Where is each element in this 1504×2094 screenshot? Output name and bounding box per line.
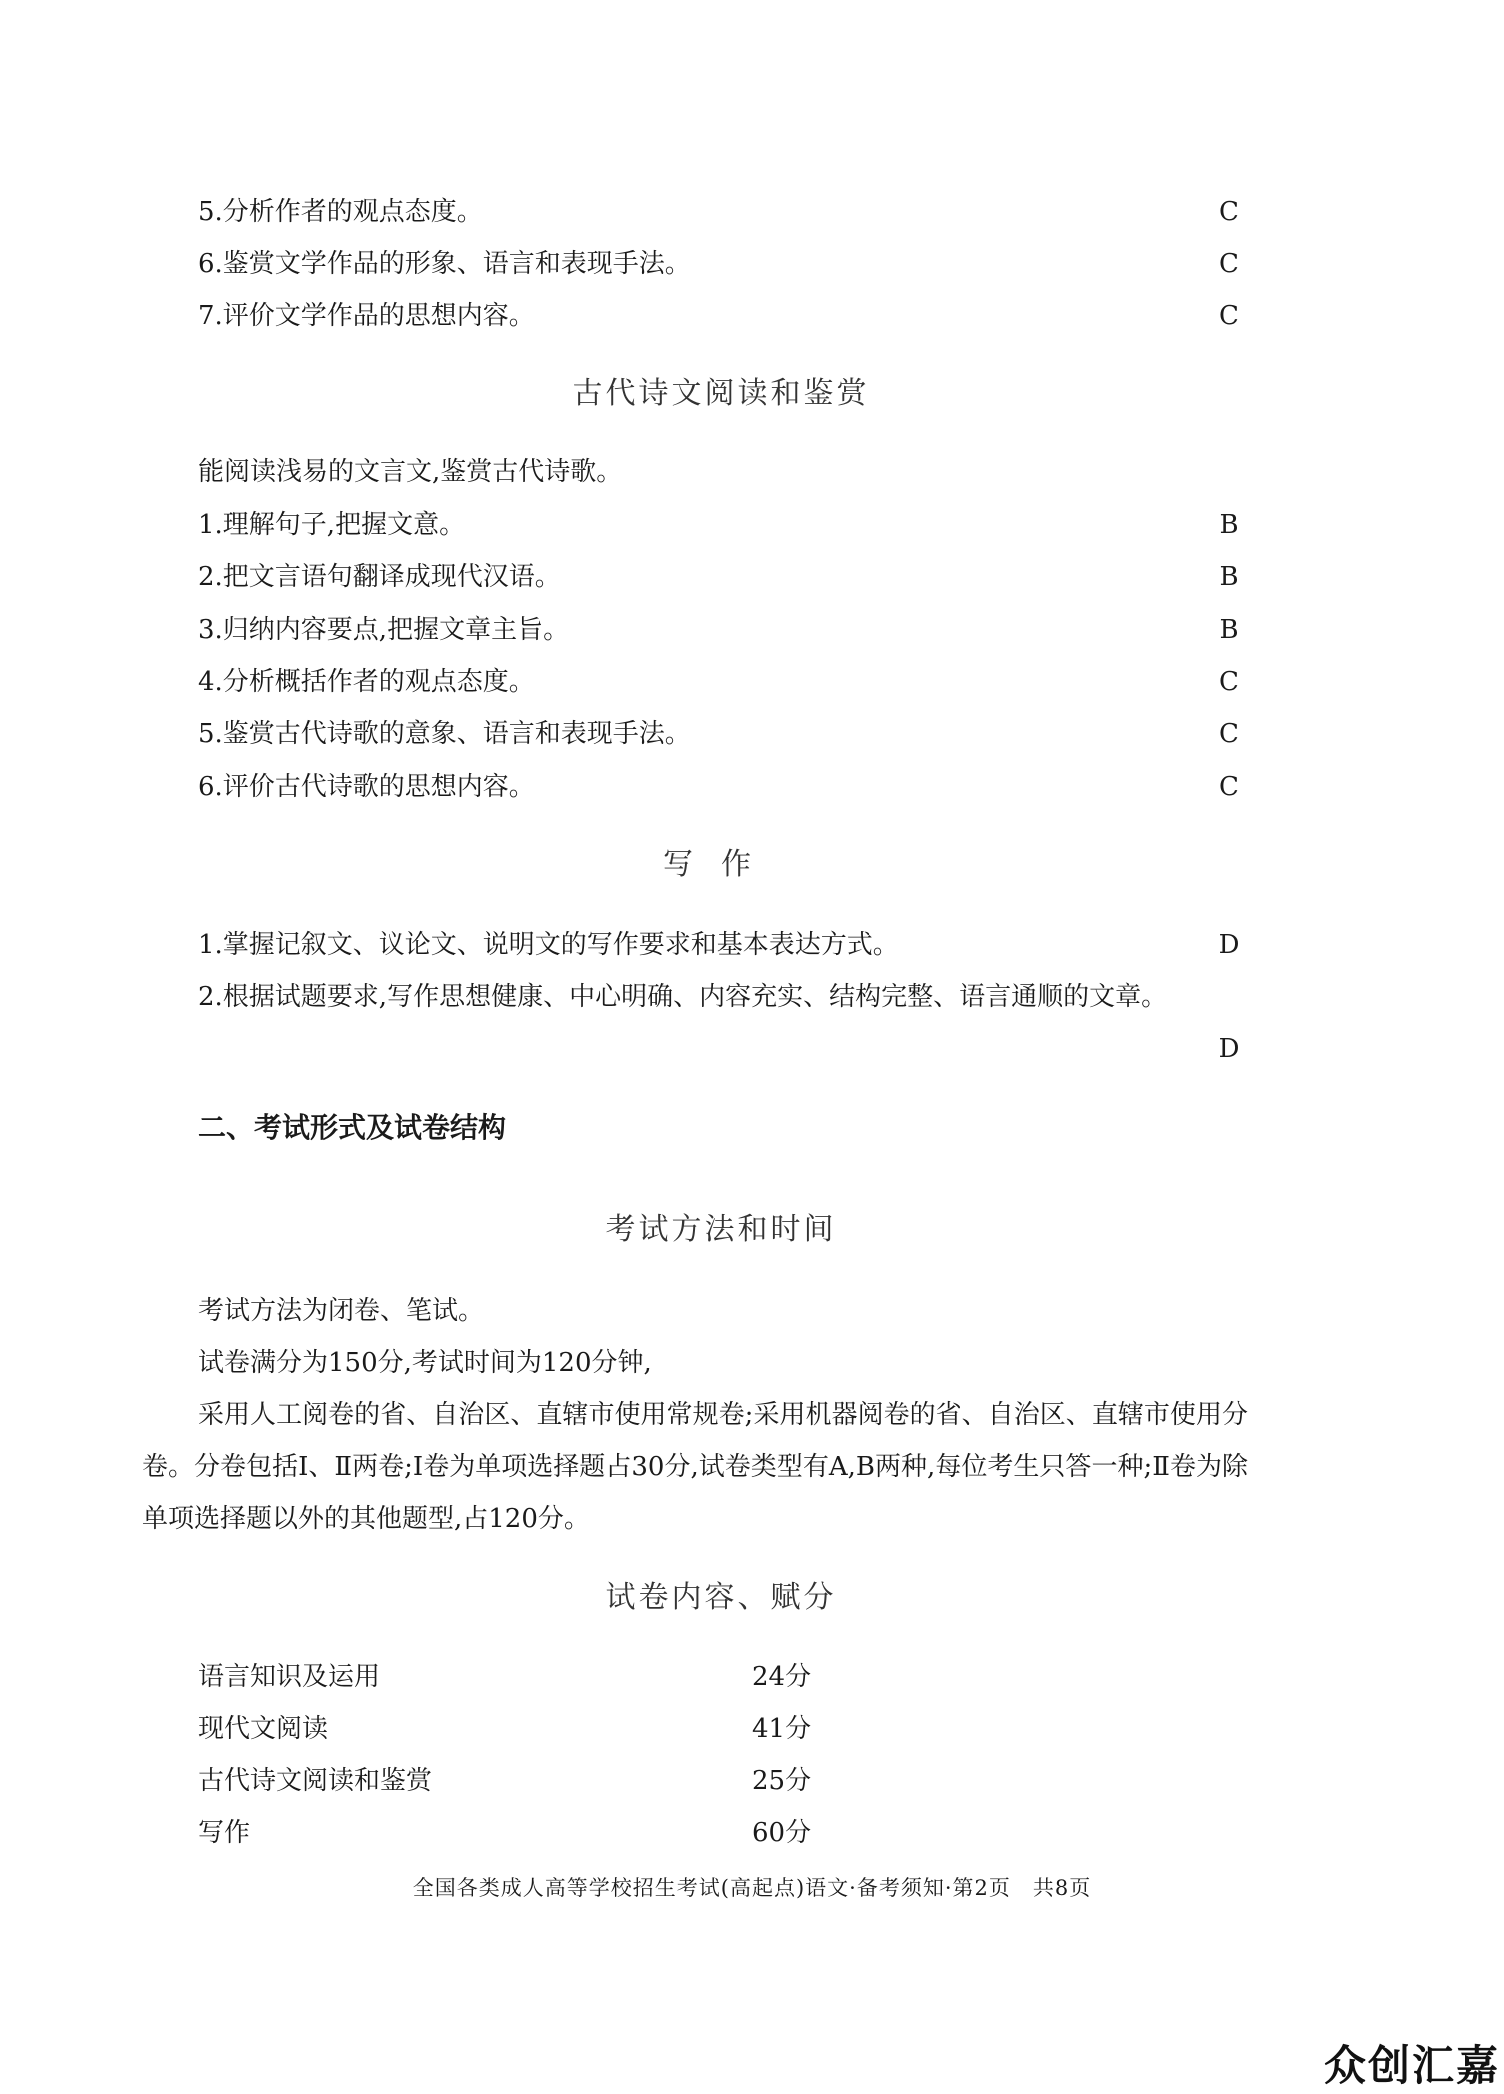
- list-item: [198, 296, 1244, 336]
- list-item: [198, 767, 1244, 807]
- item-text: 5.分析作者的观点态度。: [198, 197, 483, 227]
- list-item: [198, 557, 1244, 597]
- score-value: 60分: [752, 1818, 812, 1848]
- item-level: B: [1219, 562, 1239, 592]
- score-value: 24分: [752, 1662, 812, 1692]
- intro-text: 能阅读浅易的文言文,鉴赏古代诗歌。: [198, 457, 623, 487]
- score-name: 语言知识及运用: [198, 1662, 381, 1692]
- item-text: 6.鉴赏文学作品的形象、语言和表现手法。: [198, 249, 691, 279]
- item-level: B: [1219, 615, 1239, 645]
- score-row: [198, 1709, 898, 1749]
- section-heading-writing: 写作: [663, 847, 779, 882]
- paragraph: 试卷满分为150分,考试时间为120分钟,: [198, 1348, 652, 1378]
- section-heading-ancient: 古代诗文阅读和鉴赏: [572, 376, 870, 411]
- list-item-level-row: [198, 1029, 1244, 1069]
- item-level: C: [1219, 197, 1239, 227]
- page-footer: 全国各类成人高等学校招生考试(高起点)语文·备考须知·第2页 共8页: [412, 1876, 1092, 1900]
- list-item: [198, 662, 1244, 702]
- item-level: C: [1219, 249, 1239, 279]
- list-item: [198, 977, 1244, 1017]
- score-value: 41分: [752, 1714, 812, 1744]
- item-level: D: [1218, 930, 1240, 960]
- score-value: 25分: [752, 1766, 812, 1796]
- item-text: 5.鉴赏古代诗歌的意象、语言和表现手法。: [198, 719, 691, 749]
- paragraph: 采用人工阅卷的省、自治区、直辖市使用常规卷;采用机器阅卷的省、自治区、直辖市使用分卷。分卷包括Ⅰ、Ⅱ两卷;I卷为单项选择题占30分,试卷类型有A,B两种,每位考生只答一种;Ⅱ卷为除单项选择题以外的其他题型,占120分。: [142, 1400, 1248, 1534]
- item-text: 2.把文言语句翻译成现代汉语。: [198, 562, 561, 592]
- item-level: C: [1219, 301, 1239, 331]
- list-item: [198, 925, 1244, 965]
- item-text: 7.评价文学作品的思想内容。: [198, 301, 535, 331]
- item-text: 1.理解句子,把握文意。: [198, 510, 466, 540]
- item-text: 3.归纳内容要点,把握文章主旨。: [198, 615, 570, 645]
- list-item: [198, 192, 1244, 232]
- score-row: [198, 1813, 898, 1853]
- score-name: 古代诗文阅读和鉴赏: [198, 1766, 433, 1796]
- item-level: D: [1218, 1034, 1240, 1064]
- part-two-title: 二、考试形式及试卷结构: [198, 1111, 507, 1144]
- item-level: B: [1219, 510, 1239, 540]
- watermark-logo: 众创汇嘉: [1323, 2041, 1500, 2090]
- list-item: [198, 610, 1244, 650]
- score-row: [198, 1761, 898, 1801]
- score-row: [198, 1657, 898, 1697]
- list-item: [198, 714, 1244, 754]
- list-item: [198, 505, 1244, 545]
- item-level: C: [1219, 772, 1239, 802]
- section-heading-content: 试卷内容、赋分: [605, 1580, 837, 1615]
- score-name: 现代文阅读: [198, 1714, 329, 1744]
- item-text: 1.掌握记叙文、议论文、说明文的写作要求和基本表达方式。: [198, 930, 899, 960]
- item-text: 2.根据试题要求,写作思想健康、中心明确、内容充实、结构完整、语言通顺的文章。: [198, 982, 1168, 1012]
- item-text: 4.分析概括作者的观点态度。: [198, 667, 535, 697]
- item-text: 6.评价古代诗歌的思想内容。: [198, 772, 535, 802]
- paragraph: 考试方法为闭卷、笔试。: [198, 1296, 485, 1326]
- list-item: [198, 244, 1244, 284]
- section-heading-method: 考试方法和时间: [605, 1212, 837, 1247]
- item-level: C: [1219, 667, 1239, 697]
- section-intro: [198, 452, 1244, 492]
- item-level: C: [1219, 719, 1239, 749]
- score-name: 写作: [198, 1818, 251, 1848]
